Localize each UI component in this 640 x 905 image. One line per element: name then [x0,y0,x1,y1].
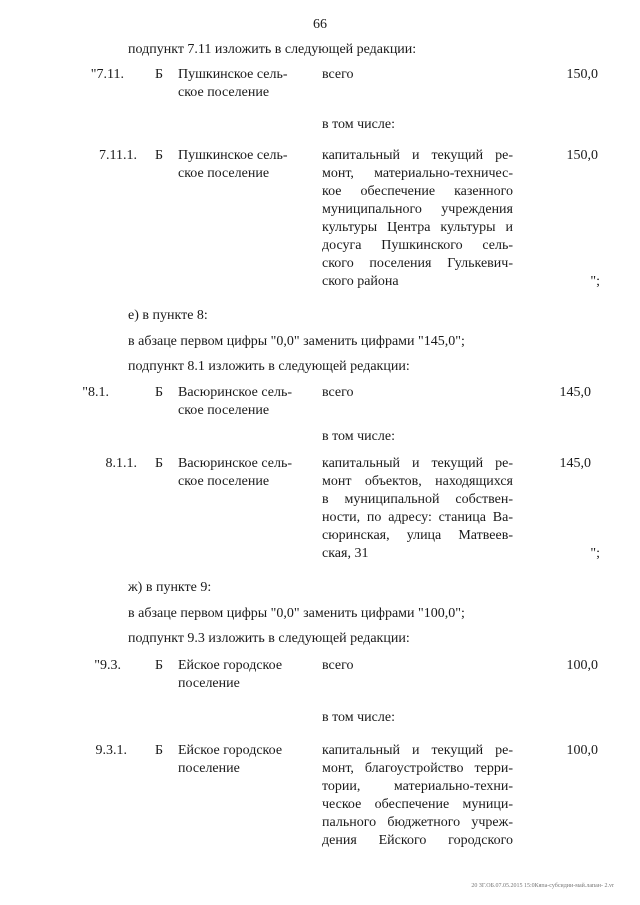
category: Б [155,456,164,471]
paragraph-text: подпункт 7.11 изложить в следующей редакции: [128,42,417,57]
settlement-name: ское поселение [178,474,270,489]
description-line: капитальный и текущий ре- [322,743,513,758]
description-line: муниципального учреждения [322,202,513,217]
description-line: дения Ейского городского [322,833,513,848]
description-line: досуга Пушкинского сель- [322,238,513,253]
page-number: 66 [313,17,327,32]
settlement-name: ское поселение [178,85,270,100]
settlement-name: ское поселение [178,403,270,418]
item-code: 9.3.1. [95,743,127,758]
closing-quote: "; [590,546,600,561]
description-line: ского поселения Гулькевич- [322,256,513,271]
paragraph-text: в абзаце первом цифры "0,0" заменить цифрами "145,0"; [128,334,465,349]
item-code: 7.11.1. [99,148,137,163]
closing-quote: "; [590,274,600,289]
including-label: в том числе: [322,429,395,444]
description-line: культуры Центра культуры и [322,220,513,235]
settlement-name: Ейское городское [178,658,283,673]
settlement-name: Пушкинское сель- [178,67,288,82]
description-line: кое обеспечение казенного [322,184,513,199]
item-code: "7.11. [90,67,124,82]
item-code: "8.1. [82,385,109,400]
description-line: монт, материально-техничес- [322,166,513,181]
description-line: ская, 31 [322,546,369,561]
description-line: пального бюджетного учреж- [322,815,513,830]
description-line: ского района [322,274,399,289]
description-line: в муниципальной собствен- [322,492,513,507]
category: Б [155,67,164,82]
including-label: в том числе: [322,710,395,725]
category: Б [155,385,164,400]
description-line: тории, материально-техни- [322,779,513,794]
category: Б [155,743,164,758]
amount: 100,0 [566,658,598,673]
settlement-name: Васюринское сель- [178,456,293,471]
description-line: монт объектов, находящихся [322,474,513,489]
including-label: в том числе: [322,117,395,132]
description: всего [322,658,354,673]
paragraph-text: в абзаце первом цифры "0,0" заменить цифрами "100,0"; [128,606,465,621]
amount: 100,0 [566,743,598,758]
description-line: капитальный и текущий ре- [322,148,513,163]
settlement-name: Васюринское сель- [178,385,293,400]
description-line: монт, благоустройство терри- [322,761,513,776]
settlement-name: Ейское городское [178,743,283,758]
amount: 145,0 [559,385,591,400]
category: Б [155,658,164,673]
description-line: сюринская, улица Матвеев- [322,528,513,543]
settlement-name: Пушкинское сель- [178,148,288,163]
amount: 145,0 [559,456,591,471]
description: всего [322,385,354,400]
footer-file-path: 20 ЗГ.ОБ.07.05.2015 15:0Кяпа-субсидии-май.лапан- 2.vr [471,883,614,889]
amount: 150,0 [566,67,598,82]
description-line: ности, по адресу: станица Ва- [322,510,513,525]
description-line: ческое обеспечение муници- [322,797,513,812]
settlement-name: поселение [178,761,240,776]
paragraph-text: подпункт 8.1 изложить в следующей редакции: [128,359,410,374]
paragraph-text: ж) в пункте 9: [128,580,212,595]
description: всего [322,67,354,82]
description-line: капитальный и текущий ре- [322,456,513,471]
item-code: 8.1.1. [105,456,137,471]
category: Б [155,148,164,163]
item-code: "9.3. [94,658,121,673]
settlement-name: поселение [178,676,240,691]
amount: 150,0 [566,148,598,163]
paragraph-text: е) в пункте 8: [128,308,208,323]
settlement-name: ское поселение [178,166,270,181]
paragraph-text: подпункт 9.3 изложить в следующей редакции: [128,631,410,646]
